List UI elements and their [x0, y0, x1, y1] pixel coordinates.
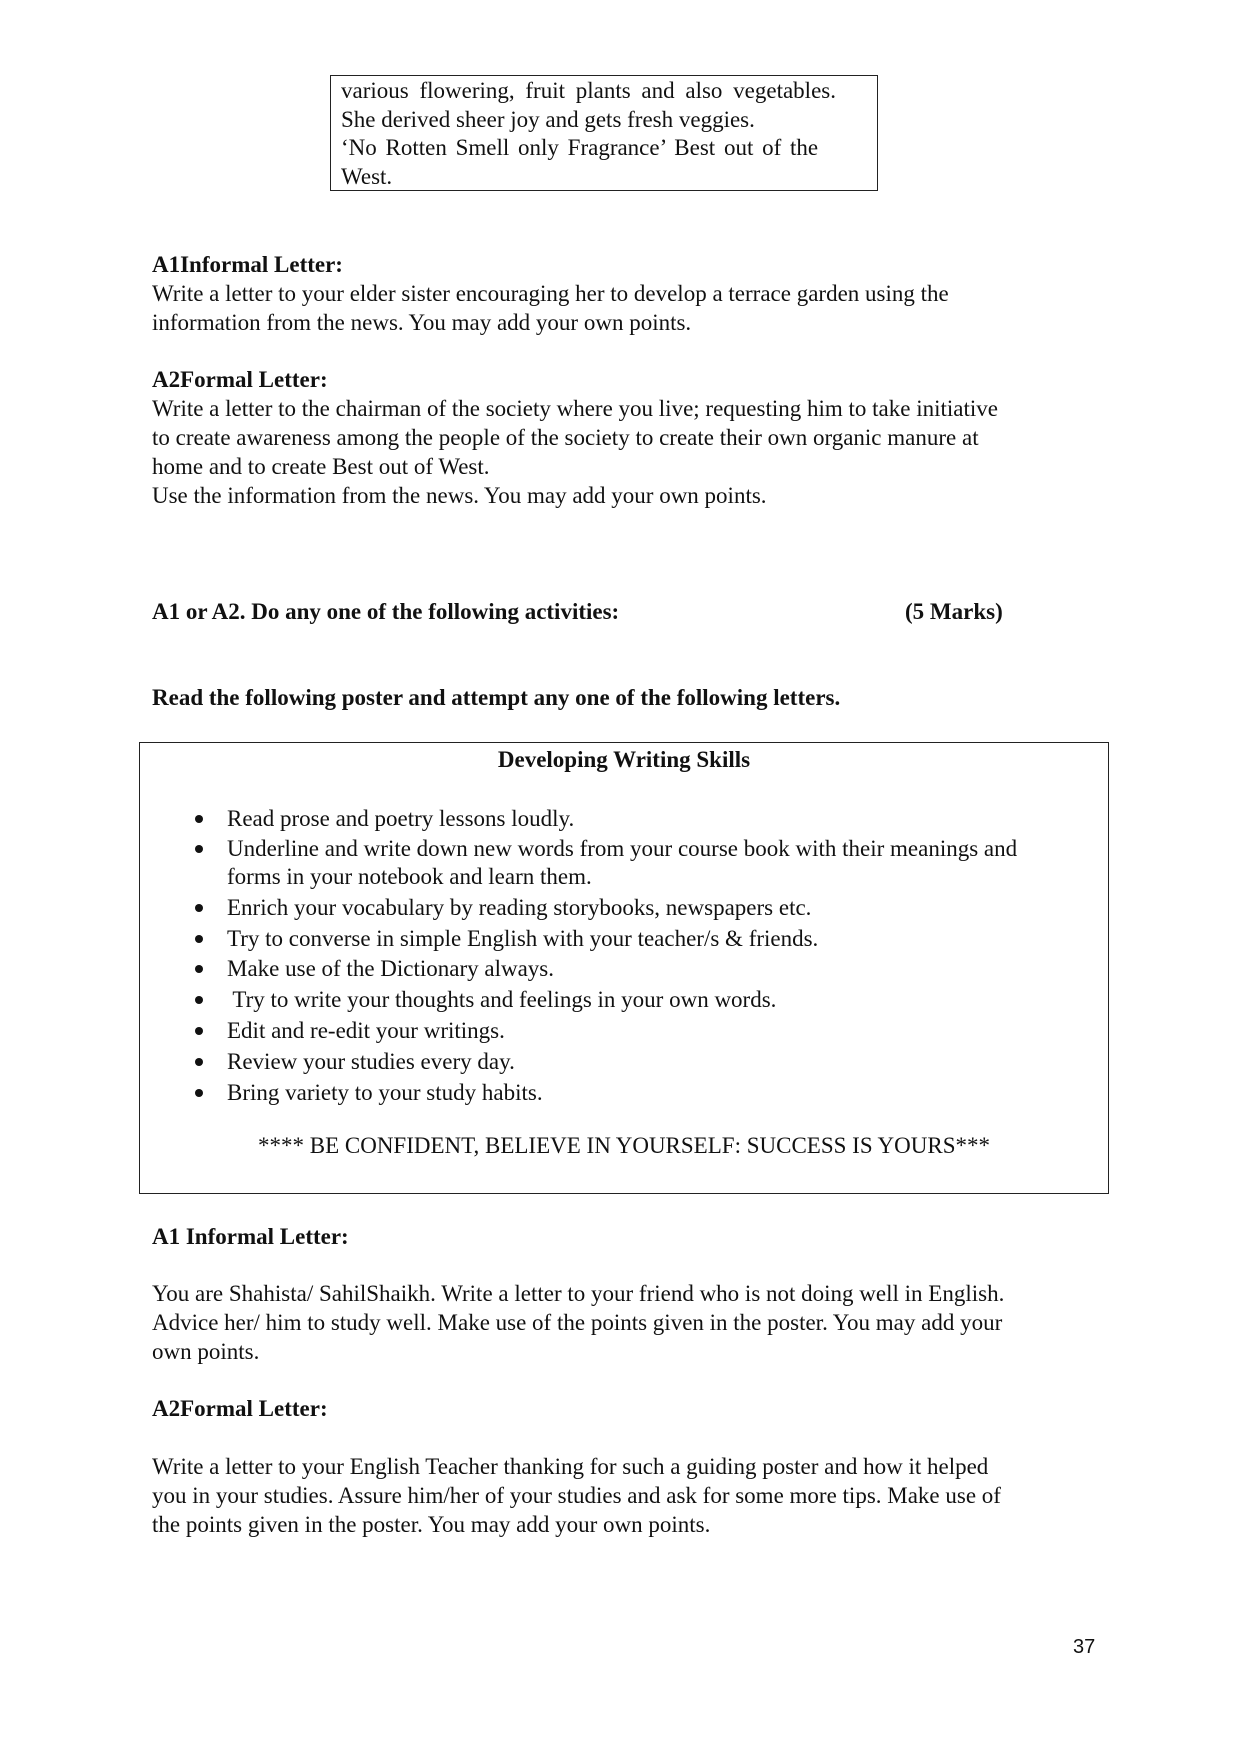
news-excerpt-line: various flowering, fruit plants and also vegetables. [341, 78, 836, 103]
bullet-icon [195, 904, 203, 912]
list-item-text: forms in your notebook and learn them. [227, 864, 592, 889]
bullet-icon [195, 1089, 203, 1097]
poster-box [139, 742, 1109, 1194]
bullet-icon [195, 996, 203, 1004]
section1-formal-text: home and to create Best out of West. [152, 454, 490, 479]
bullet-icon [195, 1058, 203, 1066]
page-number: 37 [1073, 1636, 1096, 1658]
section2-formal-heading: A2Formal Letter: [152, 1396, 328, 1421]
bullet-icon [195, 965, 203, 973]
section1-formal-text: Write a letter to the chairman of the society where you live; requesting him to take initiative [152, 396, 998, 421]
section2-formal-text: you in your studies. Assure him/her of your studies and ask for some more tips. Make use of [152, 1483, 1001, 1508]
section2-informal-text: You are Shahista/ SahilShaikh. Write a letter to your friend who is not doing well in English. [152, 1281, 1005, 1306]
section2-informal-text: own points. [152, 1339, 260, 1364]
section1-informal-text: Write a letter to your elder sister encouraging her to develop a terrace garden using the [152, 281, 949, 306]
list-item-text: Make use of the Dictionary always. [227, 956, 555, 981]
list-item-text: Read prose and poetry lessons loudly. [227, 806, 575, 831]
news-excerpt-box [330, 75, 878, 191]
list-item-text: Review your studies every day. [227, 1049, 515, 1074]
bullet-icon [195, 845, 203, 853]
news-excerpt-line: She derived sheer joy and gets fresh veggies. [341, 107, 755, 132]
list-item-text: Try to write your thoughts and feelings in your own words. [227, 987, 777, 1012]
news-excerpt-line: ‘No Rotten Smell only Fragrance’ Best out of the [341, 135, 819, 160]
bullet-icon [195, 935, 203, 943]
section2-formal-text: Write a letter to your English Teacher thanking for such a guiding poster and how it helped [152, 1454, 989, 1479]
poster-motto: **** BE CONFIDENT, BELIEVE IN YOURSELF: SUCCESS IS YOURS*** [257, 1133, 990, 1158]
poster-instruction: Read the following poster and attempt any one of the following letters. [152, 685, 841, 710]
bullet-icon [195, 815, 203, 823]
section1-formal-text: Use the information from the news. You may add your own points. [152, 483, 767, 508]
section1-informal-text: information from the news. You may add your own points. [152, 310, 692, 335]
section1-formal-heading: A2Formal Letter: [152, 367, 328, 392]
list-item-text: Underline and write down new words from your course book with their meanings and [227, 836, 1018, 861]
section2-formal-text: the points given in the poster. You may add your own points. [152, 1512, 711, 1537]
news-excerpt-line: West. [341, 164, 393, 189]
bullet-icon [195, 1027, 203, 1035]
poster-title: Developing Writing Skills [497, 747, 751, 772]
list-item-text: Bring variety to your study habits. [227, 1080, 543, 1105]
section1-informal-heading: A1Informal Letter: [152, 252, 343, 277]
list-item-text: Try to converse in simple English with your teacher/s & friends. [227, 926, 819, 951]
activity-heading: A1 or A2. Do any one of the following activities: [152, 599, 620, 624]
list-item-text: Edit and re-edit your writings. [227, 1018, 505, 1043]
section2-informal-heading: A1 Informal Letter: [152, 1224, 349, 1249]
list-item-text: Enrich your vocabulary by reading storybooks, newspapers etc. [227, 895, 812, 920]
section1-formal-text: to create awareness among the people of the society to create their own organic manure at [152, 425, 979, 450]
section2-informal-text: Advice her/ him to study well. Make use of the points given in the poster. You may add your [152, 1310, 1003, 1335]
activity-marks: (5 Marks) [905, 599, 1003, 624]
